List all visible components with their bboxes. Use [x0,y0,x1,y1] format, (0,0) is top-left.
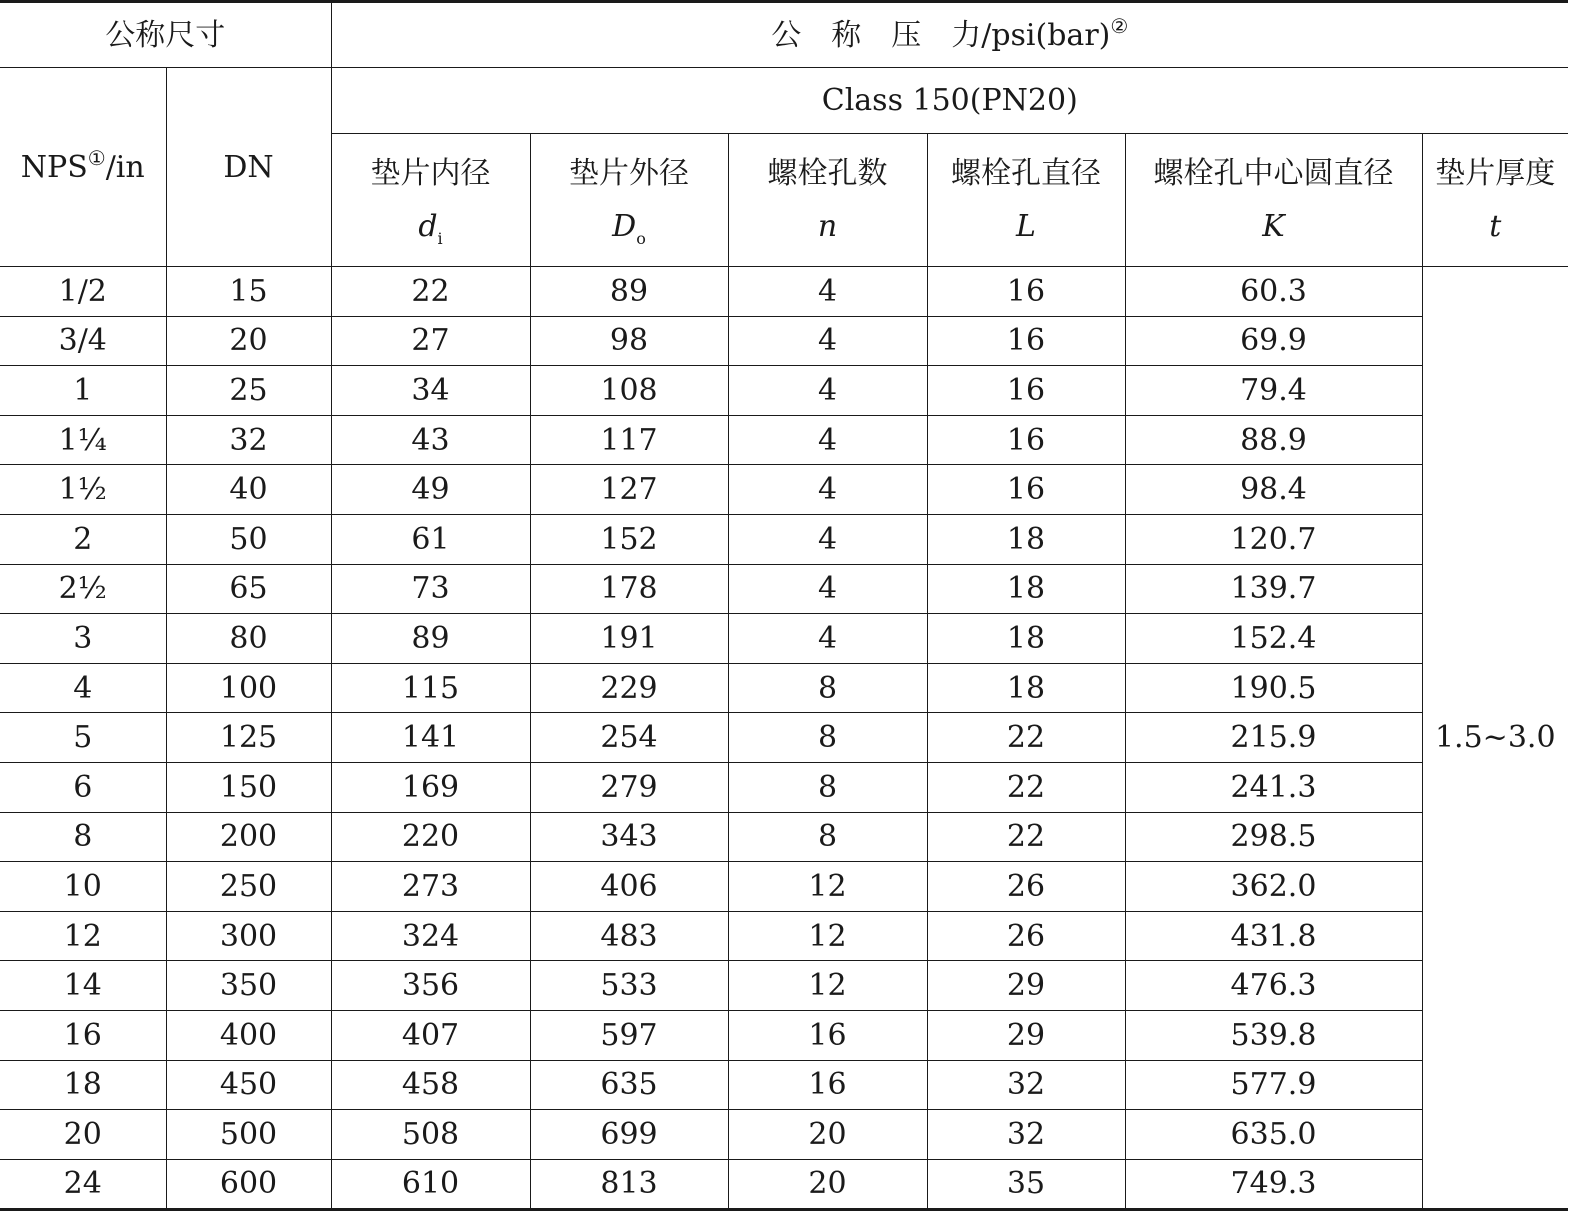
table-row [0,763,1568,813]
cell-nps: 2 [0,515,166,565]
cell-n: 12 [728,862,927,912]
class-header: Class 150(PN20) [331,68,1568,134]
cell-dn: 65 [166,564,331,614]
cell-dn: 300 [166,911,331,961]
cell-do: 813 [530,1159,728,1209]
bolt-count-symbol: n [817,209,838,245]
cell-K: 577.9 [1125,1060,1422,1110]
cell-n: 12 [728,961,927,1011]
bolt-circle-diameter-label: 螺栓孔中心圆直径 [1153,156,1394,192]
cell-do: 98 [530,316,728,366]
cell-L: 22 [927,812,1125,862]
cell-K: 79.4 [1125,366,1422,416]
col-header-thickness [1422,134,1568,267]
cell-nps: 1 [0,366,166,416]
cell-L: 16 [927,415,1125,465]
outer-diameter-label: 垫片外径 [569,156,689,192]
cell-do: 483 [530,911,728,961]
cell-K: 98.4 [1125,465,1422,515]
cell-nps: 2½ [0,564,166,614]
thickness-symbol: t [1489,209,1502,245]
cell-dn: 350 [166,961,331,1011]
cell-di: 508 [331,1110,530,1160]
cell-dn: 25 [166,366,331,416]
cell-K: 749.3 [1125,1159,1422,1209]
cell-di: 43 [331,415,530,465]
cell-do: 178 [530,564,728,614]
cell-K: 60.3 [1125,267,1422,317]
cell-di: 34 [331,366,530,416]
table-row [0,1159,1568,1209]
cell-K: 362.0 [1125,862,1422,912]
col-header-bolt-count [728,134,927,267]
cell-nps: 4 [0,663,166,713]
outer-diameter-symbol [531,209,728,249]
cell-dn: 125 [166,713,331,763]
nps-label: NPS [20,149,88,185]
cell-n: 4 [728,267,927,317]
cell-do: 117 [530,415,728,465]
cell-K: 120.7 [1125,515,1422,565]
cell-do: 279 [530,763,728,813]
cell-di: 610 [331,1159,530,1209]
cell-dn: 250 [166,862,331,912]
cell-di: 458 [331,1060,530,1110]
cell-L: 16 [927,316,1125,366]
cell-nps: 5 [0,713,166,763]
cell-nps: 1/2 [0,267,166,317]
inner-diameter-symbol [332,209,530,249]
cell-n: 4 [728,614,927,664]
inner-diameter-sym: d [418,209,438,245]
cell-nps: 1½ [0,465,166,515]
cell-dn: 150 [166,763,331,813]
cell-L: 26 [927,862,1125,912]
cell-n: 8 [728,812,927,862]
cell-di: 356 [331,961,530,1011]
cell-do: 108 [530,366,728,416]
cell-nps: 18 [0,1060,166,1110]
table-row [0,316,1568,366]
cell-n: 16 [728,1060,927,1110]
nominal-pressure-header [331,2,1568,68]
outer-diameter-sub: o [636,229,646,249]
cell-n: 8 [728,713,927,763]
cell-K: 215.9 [1125,713,1422,763]
cell-dn: 450 [166,1060,331,1110]
nominal-size-header: 公称尺寸 [0,2,331,68]
inner-diameter-sub: i [437,229,443,249]
cell-L: 32 [927,1060,1125,1110]
cell-L: 18 [927,515,1125,565]
cell-di: 22 [331,267,530,317]
table-row [0,812,1568,862]
cell-di: 273 [331,862,530,912]
cell-do: 254 [530,713,728,763]
cell-nps: 3/4 [0,316,166,366]
cell-nps: 12 [0,911,166,961]
bolt-count-label: 螺栓孔数 [767,156,888,192]
cell-dn: 80 [166,614,331,664]
header-row-1 [0,2,1568,68]
cell-nps: 10 [0,862,166,912]
nps-note-mark: ① [87,145,106,170]
cell-dn: 40 [166,465,331,515]
cell-n: 20 [728,1110,927,1160]
cell-K: 635.0 [1125,1110,1422,1160]
cell-K: 69.9 [1125,316,1422,366]
thickness-label: 垫片厚度 [1435,156,1556,192]
cell-L: 32 [927,1110,1125,1160]
cell-do: 635 [530,1060,728,1110]
bolt-circle-diameter-symbol: K [1262,209,1285,245]
pressure-note-mark: ② [1110,13,1129,38]
nominal-pressure-label: 公 称 压 力/psi(bar) [771,17,1111,53]
cell-n: 4 [728,465,927,515]
cell-nps: 20 [0,1110,166,1160]
cell-n: 16 [728,1010,927,1060]
bolt-hole-diameter-symbol: L [1016,209,1036,245]
cell-nps: 8 [0,812,166,862]
cell-K: 539.8 [1125,1010,1422,1060]
cell-K: 88.9 [1125,415,1422,465]
cell-do: 343 [530,812,728,862]
cell-dn: 15 [166,267,331,317]
cell-n: 4 [728,564,927,614]
cell-do: 597 [530,1010,728,1060]
cell-nps: 16 [0,1010,166,1060]
cell-nps: 14 [0,961,166,1011]
cell-K: 152.4 [1125,614,1422,664]
cell-nps: 24 [0,1159,166,1209]
cell-n: 4 [728,316,927,366]
table-row [0,1060,1568,1110]
cell-dn: 100 [166,663,331,713]
table-row [0,366,1568,416]
cell-L: 16 [927,267,1125,317]
cell-do: 152 [530,515,728,565]
dn-header: DN [166,68,331,267]
header-row-2 [0,68,1568,134]
inner-diameter-label: 垫片内径 [370,156,491,192]
cell-di: 49 [331,465,530,515]
cell-di: 89 [331,614,530,664]
cell-dn: 600 [166,1159,331,1209]
cell-n: 4 [728,415,927,465]
cell-di: 115 [331,663,530,713]
cell-L: 18 [927,614,1125,664]
table-row [0,614,1568,664]
cell-L: 22 [927,713,1125,763]
cell-n: 12 [728,911,927,961]
cell-K: 241.3 [1125,763,1422,813]
cell-L: 18 [927,564,1125,614]
table-row [0,1010,1568,1060]
cell-L: 35 [927,1159,1125,1209]
outer-diameter-sym: D [612,209,637,245]
cell-do: 191 [530,614,728,664]
cell-n: 4 [728,366,927,416]
cell-di: 324 [331,911,530,961]
bolt-hole-diameter-label: 螺栓孔直径 [951,156,1101,192]
col-header-bolt-hole-diameter [927,134,1125,267]
col-header-bolt-circle-diameter [1125,134,1422,267]
cell-di: 61 [331,515,530,565]
table-row [0,515,1568,565]
cell-di: 169 [331,763,530,813]
cell-L: 22 [927,763,1125,813]
cell-L: 29 [927,961,1125,1011]
cell-dn: 500 [166,1110,331,1160]
cell-n: 8 [728,663,927,713]
table-row [0,713,1568,763]
cell-L: 26 [927,911,1125,961]
table-row [0,961,1568,1011]
cell-L: 16 [927,465,1125,515]
cell-K: 476.3 [1125,961,1422,1011]
table-row [0,415,1568,465]
table-row [0,1110,1568,1160]
table-row [0,267,1568,317]
cell-K: 431.8 [1125,911,1422,961]
nps-unit: /in [105,149,145,185]
table-row [0,465,1568,515]
cell-nps: 1¼ [0,415,166,465]
cell-n: 20 [728,1159,927,1209]
cell-di: 407 [331,1010,530,1060]
table-row [0,911,1568,961]
col-header-inner-diameter [331,134,530,267]
cell-do: 406 [530,862,728,912]
cell-K: 190.5 [1125,663,1422,713]
cell-L: 29 [927,1010,1125,1060]
cell-dn: 32 [166,415,331,465]
cell-do: 89 [530,267,728,317]
cell-nps: 3 [0,614,166,664]
cell-K: 139.7 [1125,564,1422,614]
cell-di: 27 [331,316,530,366]
thickness-value: 1.5~3.0 [1422,267,1568,1210]
table-row [0,564,1568,614]
table-row [0,663,1568,713]
cell-do: 533 [530,961,728,1011]
cell-di: 141 [331,713,530,763]
table-row [0,862,1568,912]
cell-L: 16 [927,366,1125,416]
cell-n: 4 [728,515,927,565]
cell-do: 127 [530,465,728,515]
cell-do: 699 [530,1110,728,1160]
cell-dn: 50 [166,515,331,565]
cell-K: 298.5 [1125,812,1422,862]
cell-L: 18 [927,663,1125,713]
nps-header [0,68,166,267]
cell-dn: 400 [166,1010,331,1060]
cell-di: 73 [331,564,530,614]
cell-dn: 200 [166,812,331,862]
cell-di: 220 [331,812,530,862]
cell-dn: 20 [166,316,331,366]
col-header-outer-diameter [530,134,728,267]
cell-nps: 6 [0,763,166,813]
cell-n: 8 [728,763,927,813]
cell-do: 229 [530,663,728,713]
